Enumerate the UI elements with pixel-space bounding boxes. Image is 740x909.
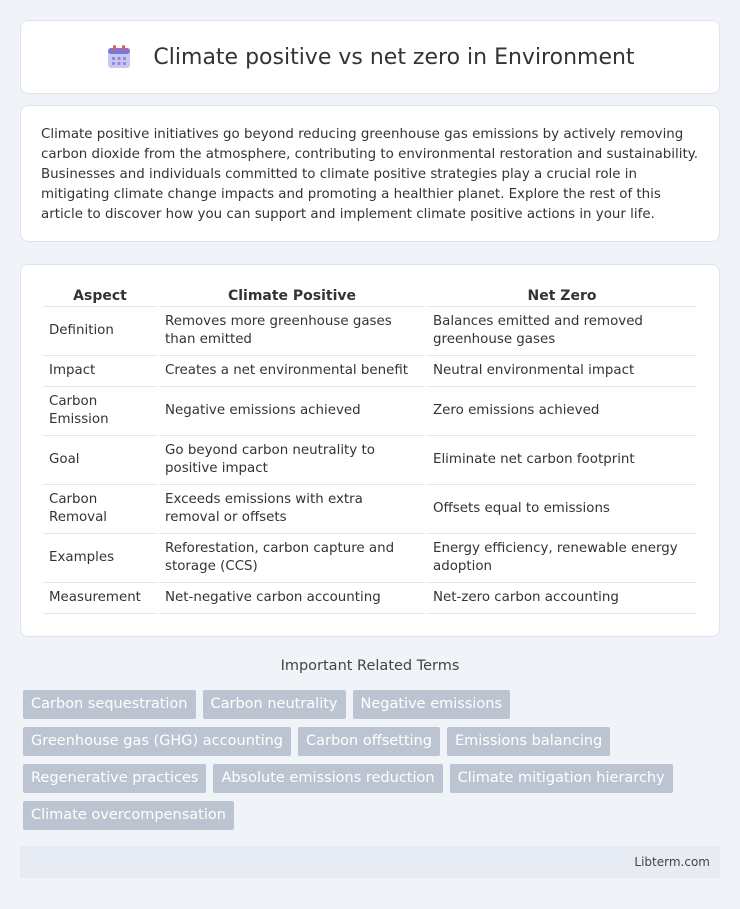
- header-card: [20, 20, 720, 94]
- table-cell: Zero emissions achieved: [427, 387, 697, 436]
- intro-paragraph: Climate positive initiatives go beyond reducing greenhouse gas emissions by actively removing carbon dioxide from the atmosphere, contributing to environmental restoration and sustainability. Businesses and individuals committed to climate positive strategies play a crucial role in mitigating climate change impacts and promoting a healthier planet. Explore the rest of this article to discover how you can support and implement climate positive actions in your life.: [20, 105, 720, 242]
- table-row: [43, 485, 697, 534]
- table-cell: Carbon Emission: [43, 387, 157, 436]
- related-terms-title: Important Related Terms: [280, 658, 460, 674]
- table-cell: Measurement: [43, 583, 157, 614]
- term-tag[interactable]: Negative emissions: [353, 690, 511, 719]
- table-cell: Impact: [43, 356, 157, 387]
- term-tag[interactable]: Carbon sequestration: [23, 690, 196, 719]
- table-cell: Offsets equal to emissions: [427, 485, 697, 534]
- table-cell: Removes more greenhouse gases than emitted: [159, 307, 425, 356]
- table-row: [43, 356, 697, 387]
- term-tag[interactable]: Absolute emissions reduction: [213, 764, 442, 793]
- table-cell: Energy efficiency, renewable energy adoption: [427, 534, 697, 583]
- comparison-table-card: [20, 264, 720, 637]
- table-cell: Exceeds emissions with extra removal or offsets: [159, 485, 425, 534]
- table-cell: Definition: [43, 307, 157, 356]
- table-cell: Neutral environmental impact: [427, 356, 697, 387]
- table-cell: Carbon Removal: [43, 485, 157, 534]
- column-header: Climate Positive: [159, 285, 425, 307]
- term-tag[interactable]: Regenerative practices: [23, 764, 206, 793]
- table-cell: Balances emitted and removed greenhouse gases: [427, 307, 697, 356]
- table-cell: Creates a net environmental benefit: [159, 356, 425, 387]
- table-cell: Net-zero carbon accounting: [427, 583, 697, 614]
- table-cell: Net-negative carbon accounting: [159, 583, 425, 614]
- page-title: Climate positive vs net zero in Environment: [153, 44, 635, 70]
- column-header: Aspect: [43, 285, 157, 307]
- term-tag[interactable]: Emissions balancing: [447, 727, 610, 756]
- table-row: [43, 307, 697, 356]
- table-cell: Goal: [43, 436, 157, 485]
- term-tag[interactable]: Greenhouse gas (GHG) accounting: [23, 727, 291, 756]
- table-cell: Eliminate net carbon footprint: [427, 436, 697, 485]
- table-row: [43, 534, 697, 583]
- term-tag[interactable]: Carbon neutrality: [203, 690, 346, 719]
- table-row: [43, 387, 697, 436]
- calendar-icon: [105, 43, 133, 71]
- related-terms-list: [23, 690, 723, 838]
- table-row: [43, 436, 697, 485]
- table-row: [43, 583, 697, 614]
- comparison-table: [41, 285, 699, 614]
- footer: [20, 846, 720, 878]
- term-tag[interactable]: Climate overcompensation: [23, 801, 234, 830]
- table-cell: Negative emissions achieved: [159, 387, 425, 436]
- table-cell: Go beyond carbon neutrality to positive impact: [159, 436, 425, 485]
- table-cell: Reforestation, carbon capture and storage (CCS): [159, 534, 425, 583]
- term-tag[interactable]: Climate mitigation hierarchy: [450, 764, 673, 793]
- footer-link[interactable]: Libterm.com: [634, 855, 710, 869]
- column-header: Net Zero: [427, 285, 697, 307]
- term-tag[interactable]: Carbon offsetting: [298, 727, 440, 756]
- table-cell: Examples: [43, 534, 157, 583]
